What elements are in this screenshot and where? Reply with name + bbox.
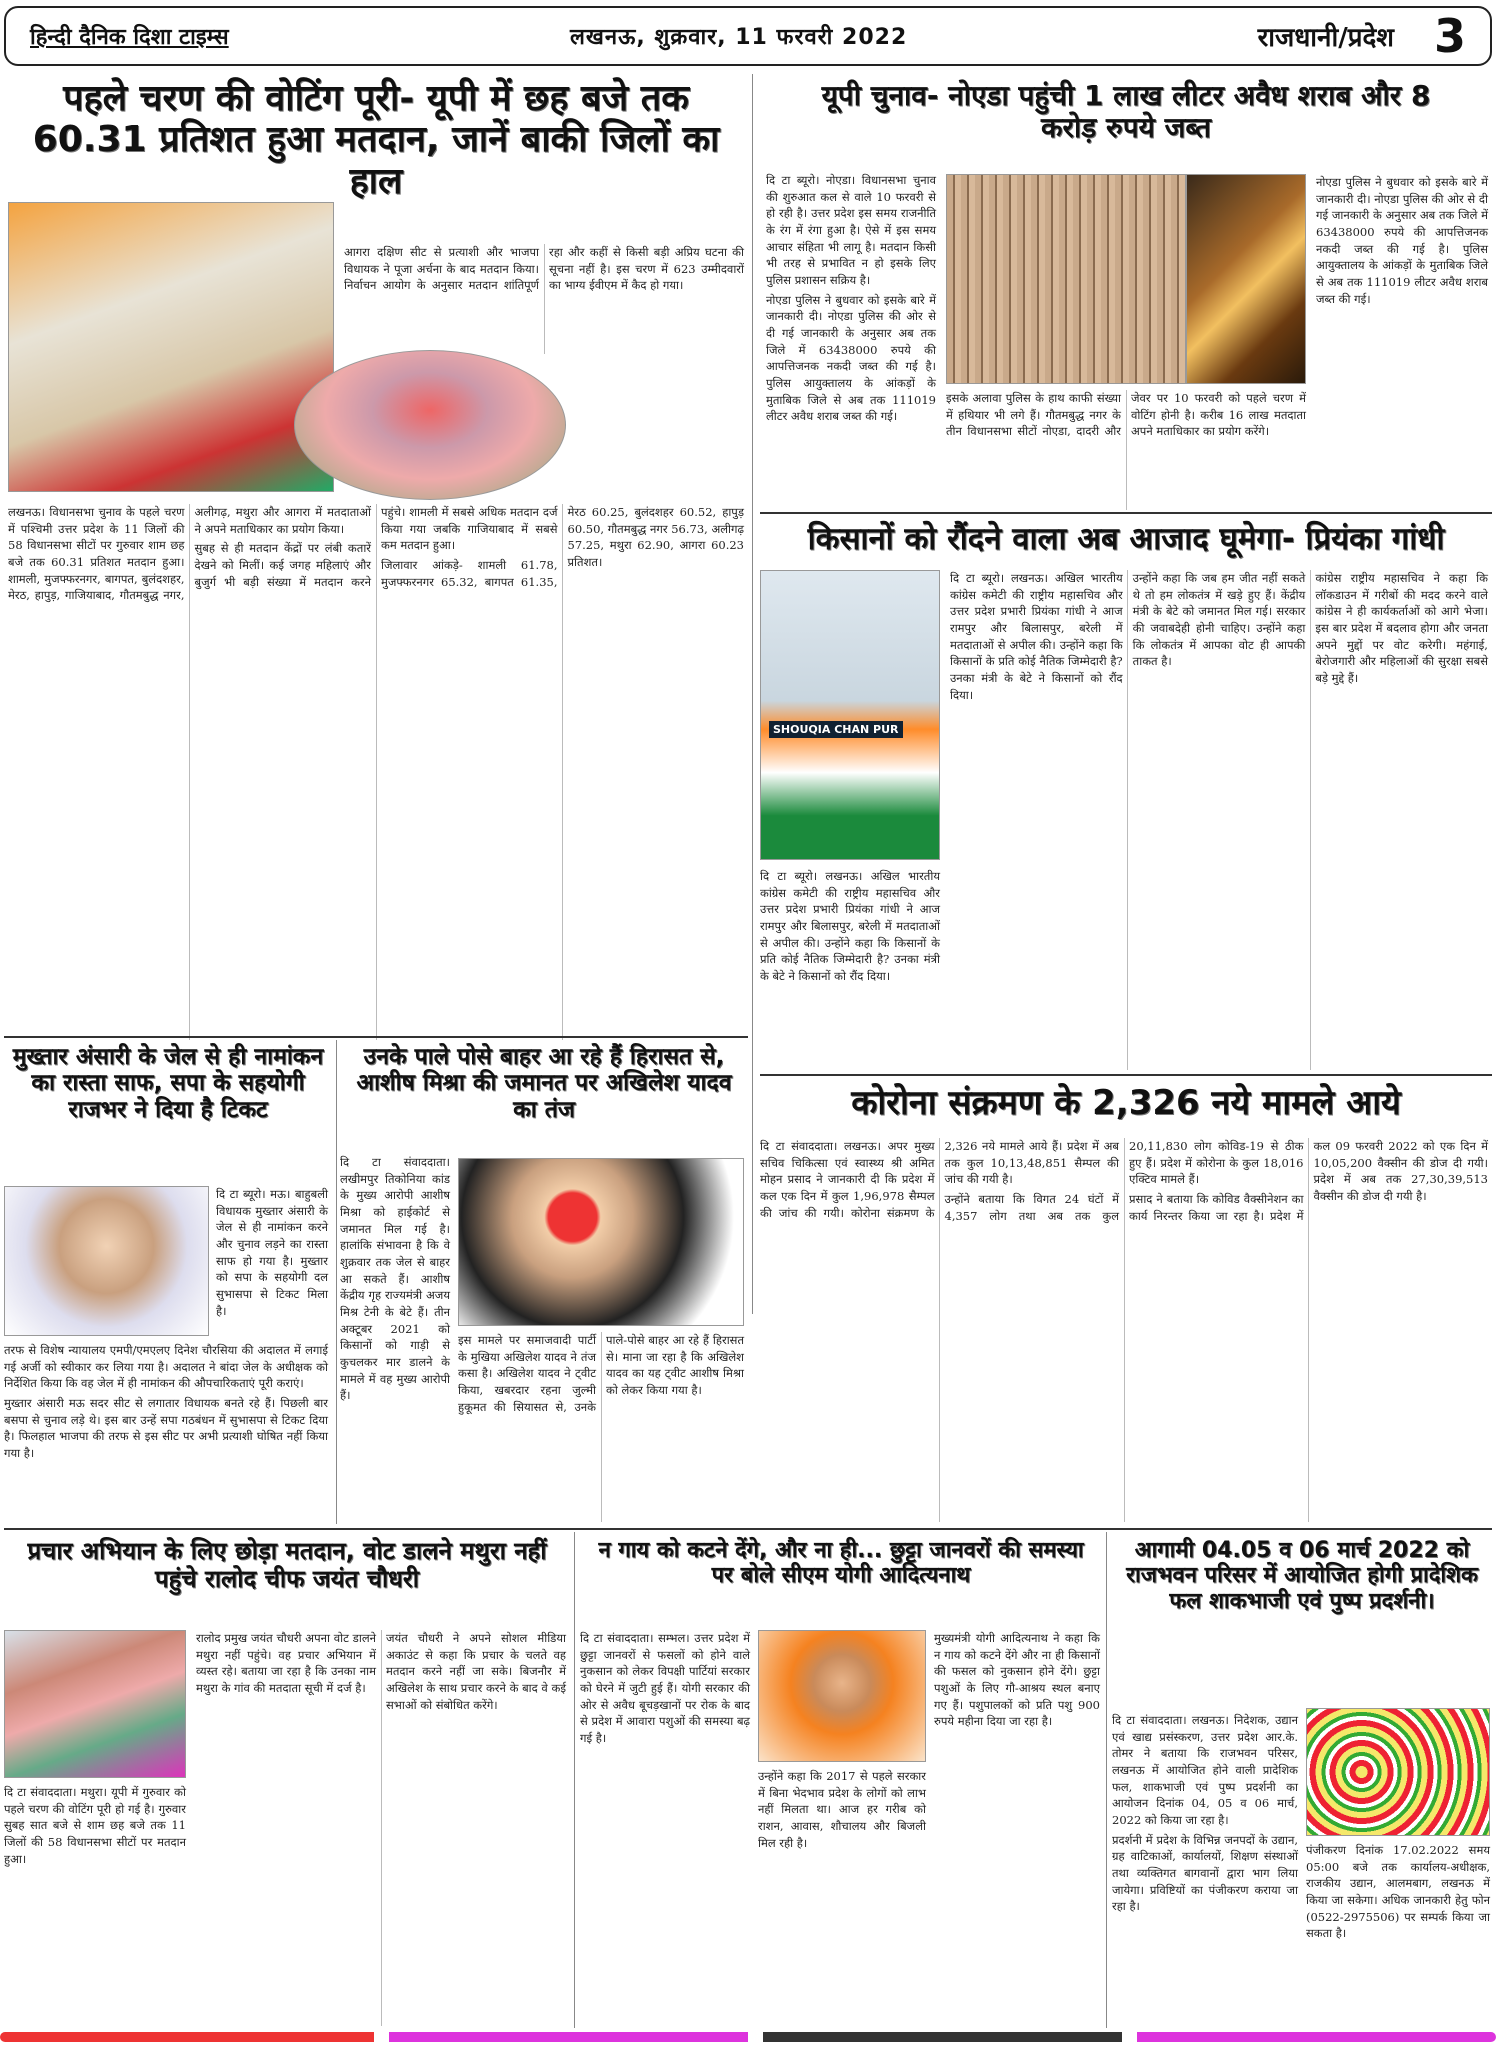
paragraph: जयंत चौधरी ने अपने सोशल मीडिया अकाउंट से कहा कि प्रचार के चलते वह मतदान करने नहीं जा सके। बिजनौर में अखिलेश के साथ प्रचार करने के बाद वे कई सभाओं को संबोधित करेंगे। (386, 1631, 566, 1712)
section-divider (760, 512, 1492, 514)
headline: प्रचार अभियान के लिए छोड़ा मतदान, वोट डालने मथुरा नहीं पहुंचे रालोद चीफ जयंत चौधरी (27, 1537, 547, 1593)
section-divider (760, 1074, 1492, 1076)
headline: पहले चरण की वोटिंग पूरी- यूपी में छह बजे तक 60.31 प्रतिशत हुआ मतदान, जानें बाकी जिलों का हाल (32, 78, 720, 202)
article-body (950, 570, 1488, 1070)
masthead (4, 6, 1492, 66)
article-body (216, 1186, 328, 1336)
priyanka-gandhi-photo-icon (760, 570, 940, 860)
article-body (1306, 1842, 1490, 2026)
article-body (946, 390, 1306, 510)
article-body (760, 1138, 1488, 1522)
paragraph: दि टा संवाददाता। मथुरा। यूपी में गुरुवार को पहले चरण की वोटिंग पूरी हो गई है। गुरुवार सुबह सात बजे से शाम छह बजे तक 11 जिलों की 58 विधानसभा सीटों पर मतदान हुआ। (4, 1785, 186, 1866)
issue-date: लखनऊ, शुक्रवार, 11 फरवरी 2022 (570, 25, 908, 50)
page-number: 3 (1433, 9, 1466, 63)
column-divider (574, 1532, 575, 2028)
article-body (340, 1154, 450, 1524)
paragraph: नोएडा पुलिस ने बुधवार को इसके बारे में जानकारी दी। नोएडा पुलिस की ओर से दी गई जानकारी के अनुसार अब तक जिले में 63438000 रुपये की आपत्तिजनक नकदी जब्त की गई है। पुलिस आयुक्तालय के आंकड़ों के मुताबिक जिले से अब तक 111019 लीटर अवैध शराब जब्त की गई। (766, 292, 936, 424)
article-priyanka (760, 518, 1492, 1074)
column-divider (752, 74, 753, 1314)
column-divider (1106, 1532, 1107, 2028)
paragraph: दि टा ब्यूरो। नोएडा। विधानसभा चुनाव की शुरुआत कल से वाले 10 फरवरी से हो रही है। उत्तर प्रदेश इस समय राजनीति के रंग में रंगा हुआ है। ऐसे में इस समय आचार संहिता भी लागू है। मतदान किसी भी तरह से प्रभावित न हो इसके लिए पुलिस प्रशासन सक्रिय है। (766, 173, 936, 288)
headline: न गाय को कटने देंगे, और ना ही... छुट्टा जानवरों की समस्या पर बोले सीएम योगी आदित्यनाथ (598, 1538, 1084, 1589)
liquor-photo-icon (1186, 174, 1306, 384)
paragraph: मुख्यमंत्री योगी आदित्यनाथ ने कहा कि न गाय को कटने देंगे और ना ही किसानों की फसल को नुकसान होने देंगे। छुट्टा पशुओं के लिए गौ-आश्रय स्थल बनाए गए हैं। पशुपालकों को प्रति पशु 900 रुपये महीना दिया जा रहा है। (934, 1631, 1100, 1729)
paragraph: तरफ से विशेष न्यायालय एमपी/एमएलए दिनेश चौरसिया की अदालत में लगाई गई अर्जी को स्वीकार कर लिया गया है। अदालत ने बांदा जेल के अधीक्षक को निर्देशित किया कि वह जेल में ही नामांकन की औपचारिकताएं पूरी कराएं। (4, 1343, 328, 1391)
article-body (196, 1630, 566, 2026)
section-divider (4, 1036, 748, 1038)
paragraph: नोएडा पुलिस ने बुधवार को इसके बारे में जानकारी दी। नोएडा पुलिस की ओर से दी गई जानकारी के अनुसार अब तक जिले में 63438000 रुपये की आपत्तिजनक नकदी जब्त की गई है। पुलिस आयुक्तालय के आंकड़ों के मुताबिक जिले से अब तक 111019 लीटर अवैध शराब जब्त की गई। (1316, 175, 1488, 306)
rally-photo-icon (8, 202, 334, 492)
crowd-photo-icon (294, 350, 566, 500)
headline: उनके पाले पोसे बाहर आ रहे हैं हिरासत से, आशीष मिश्रा की जमानत पर अखिलेश यादव का तंज (356, 1044, 732, 1123)
article-body (766, 172, 936, 512)
cash-photo-icon (946, 174, 1186, 384)
article-body (4, 1784, 186, 2026)
paragraph: दि टा संवाददाता। लखनऊ। निदेशक, उद्यान एवं खाद्य प्रसंस्करण, उत्तर प्रदेश आर.के. तोमर ने बताया कि राजभवन परिसर, लखनऊ में आयोजित होने वाली प्रादेशिक फल, शाकभाजी एवं पुष्प प्रदर्शनी का आयोजन दिनांक 04, 05 व 06 मार्च, 2022 को किया जा रहा है। (1112, 1713, 1298, 1828)
paragraph: इस मामले पर समाजवादी पार्टी के मुखिया अखिलेश यादव ने तंज कसा है। अखिलेश यादव ने ट्वीट किया, खबरदार रहना जुल्मी हुकूमत की सियासत से, उनके पाले-पोसे बाहर आ रहे हैं हिरासत से। माना जा रहा है कि अखिलेश यादव का यह ट्वीट आशीष मिश्रा को लेकर किया गया है। (458, 1333, 744, 1414)
paragraph: रालोद प्रमुख जयंत चौधरी अपना वोट डालने मथुरा नहीं पहुंचे। वह प्रचार अभियान में व्यस्त रहे। बताया जा रहा है कि उनका नाम मथुरा के गांव की मतदाता सूची में दर्ज है। (196, 1631, 376, 1696)
article-voting (4, 74, 748, 1040)
paragraph: उन्होंने कहा कि जब हम जीत नहीं सकते थे तो हम लोकतंत्र में खड़े हुए हैं। केंद्रीय मंत्री के बेटे को जमानत मिल गई। सरकार की जवाबदेही होनी चाहिए। उन्होंने कहा कि लोकतंत्र में आपका वोट ही आपकी ताकत है। (1132, 571, 1306, 669)
article-body (8, 504, 744, 1040)
photo-banner: SHOUQIA CHAN PUR (769, 721, 903, 738)
paragraph: जिलावार आंकड़े- शामली 61.78, मुजफ्फरनगर 65.32, बागपत 61.35, मेरठ 60.25, बुलंदशहर 60.52, हापुड़ 60.50, गौतमबुद्ध नगर 56.73, अलीगढ़ 57.25, मथुरा 62.90, आगरा 60.23 प्रतिशत। (381, 505, 744, 589)
paragraph: लखनऊ। विधानसभा चुनाव के पहले चरण में पश्चिमी उत्तर प्रदेश के 11 जिलों की 58 विधानसभा सीटों पर गुरुवार शाम छह बजे तक 60.31 प्रतिशत मतदान हुआ। शामली, मुजफ्फरनगर, बागपत, बुलंदशहर, मेरठ, हापुड़, गाजियाबाद, गौतमबुद्ध नगर, अलीगढ़, मथुरा और आगरा में मतदाताओं ने अपने मताधिकार का प्रयोग किया। (8, 505, 371, 603)
flower-exhibition-photo-icon (1306, 1708, 1490, 1836)
paragraph: मुख्तार अंसारी मऊ सदर सीट से लगातार विधायक बनते रहे हैं। पिछली बार बसपा से चुनाव लड़े थे। इस बार उन्हें सपा गठबंधन में सुभासपा से टिकट दिया है। फिलहाल भाजपा की तरफ से इस सीट पर अभी प्रत्याशी घोषित नहीं किया गया है। (4, 1396, 328, 1461)
article-body (1316, 174, 1488, 510)
jayant-chaudhary-photo-icon (4, 1630, 186, 1778)
article-body (760, 868, 940, 1068)
paragraph: दि टा संवाददाता। लखनऊ। अपर मुख्य सचिव चिकित्सा एवं स्वास्थ्य श्री अमित मोहन प्रसाद ने जानकारी दी कि प्रदेश में कल एक दिन में कुल 1,96,978 सैम्पल की जांच की गयी। कोरोना संक्रमण के 2,326 नये मामले आये हैं। प्रदेश में अब तक कुल 10,13,48,851 सैम्पल की जांच की गयी है। (760, 1139, 1119, 1220)
article-noida (760, 74, 1492, 514)
paragraph: उन्होंने बताया कि विगत 24 घंटों में 4,357 लोग तथा अब तक कुल 20,11,830 लोग कोविड-19 से ठीक हुए हैं। प्रदेश में कोरोना के कुल 18,016 एक्टिव मामले हैं। (944, 1139, 1304, 1223)
article-jayant (4, 1532, 570, 2028)
article-corona (760, 1078, 1492, 1524)
article-body (758, 1768, 926, 2026)
paragraph: दि टा ब्यूरो। लखनऊ। अखिल भारतीय कांग्रेस कमेटी की राष्ट्रीय महासचिव और उत्तर प्रदेश प्रभारी प्रियंका गांधी ने आज रामपुर और बिलासपुर, बरेली में मतदाताओं से अपील की। उन्होंने कहा कि किसानों के प्रति कोई नैतिक जिम्मेदारी है? उनका मंत्री के बेटे ने किसानों को रौंद दिया। (950, 571, 1123, 702)
mukhtar-ansari-photo-icon (4, 1186, 209, 1336)
footer-decoration (0, 2032, 1496, 2042)
paragraph: प्रदर्शनी में प्रदेश के विभिन्न जनपदों के उद्यान, ग्रह वाटिकाओं, कार्यालयों, शिक्षण संस्थाओं तथा व्यक्तिगत बागवानों द्वारा भाग लिया जायेगा। प्रविष्टियों का पंजीकरण कराया जा रहा है। (1112, 1832, 1298, 1914)
paragraph: पंजीकरण दिनांक 17.02.2022 समय 05:00 बजे तक कार्यालय-अधीक्षक, राजकीय उद्यान, आलमबाग, लखनऊ में किया जा सकेगा। अधिक जानकारी हेतु फोन (0522-2975506) पर सम्पर्क किया जा सकता है। (1306, 1843, 1490, 1941)
headline: आगामी 04.05 व 06 मार्च 2022 को राजभवन परिसर में आयोजित होगी प्रादेशिक फल शाकभाजी एवं पुष्प प्रदर्शनी। (1126, 1538, 1478, 1614)
headline: कोरोना संक्रमण के 2,326 नये मामले आये (851, 1083, 1401, 1123)
paragraph: दि टा संवाददाता। लखीमपुर तिकोनिया कांड के मुख्य आरोपी आशीष मिश्रा को हाईकोर्ट से जमानत मिल गई है। हालांकि संभावना है कि वे शुक्रवार तक जेल से बाहर आ सकते हैं। आशीष केंद्रीय गृह राज्यमंत्री अजय मिश्र टेनी के बेटे हैं। तीन अक्टूबर 2021 को किसानों को गाड़ी से कुचलकर मार डालने के मामले में वह मुख्य आरोपी हैं। (340, 1155, 450, 1403)
paragraph: उन्होंने कहा कि 2017 से पहले सरकार में बिना भेदभाव प्रदेश के लोगों को लाभ नहीं मिलता था। आज हर गरीब को राशन, आवास, शौचालय और बिजली मिल रही है। (758, 1769, 926, 1850)
paragraph: दि टा ब्यूरो। मऊ। बाहुबली विधायक मुख्तार अंसारी के जेल से ही नामांकन करने और चुनाव लड़ने का रास्ता साफ हो गया है। मुख्तार को सपा के सहयोगी दल सुभासपा से टिकट मिला है। (216, 1187, 328, 1318)
yogi-adityanath-photo-icon (758, 1630, 926, 1762)
akhilesh-yadav-photo-icon (458, 1158, 744, 1326)
article-yogi (580, 1532, 1102, 2028)
article-body (1112, 1712, 1298, 2026)
article-flower (1112, 1532, 1492, 2028)
paragraph: दि टा ब्यूरो। लखनऊ। अखिल भारतीय कांग्रेस कमेटी की राष्ट्रीय महासचिव और उत्तर प्रदेश प्रभारी प्रियंका गांधी ने आज रामपुर और बिलासपुर, बरेली में मतदाताओं से अपील की। उन्होंने कहा कि किसानों के प्रति कोई नैतिक जिम्मेदारी है? उनका मंत्री के बेटे ने किसानों को रौंद दिया। (760, 869, 940, 984)
headline: यूपी चुनाव- नोएडा पहुंची 1 लाख लीटर अवैध शराब और 8 करोड़ रुपये जब्त (821, 79, 1431, 145)
paragraph: दि टा संवाददाता। सम्भल। उत्तर प्रदेश में छुट्टा जानवरों से फसलों को होने वाले नुकसान को लेकर विपक्षी पार्टियां सरकार को घेरने में जुटी हुई हैं। योगी सरकार की ओर से अवैध बूचड़खानों पर रोक के बाद से प्रदेश में आवारा पशुओं की समस्या बढ़ गई है। (580, 1631, 750, 1746)
headline: मुख्तार अंसारी के जेल से ही नामांकन का रास्ता साफ, सपा के सहयोगी राजभर ने दिया है टिकट (12, 1044, 324, 1123)
headline: किसानों को रौंदने वाला अब आजाद घूमेगा- प्रियंका गांधी (807, 521, 1445, 557)
paragraph: कांग्रेस राष्ट्रीय महासचिव ने कहा कि लॉकडाउन में गरीबों की मदद करने वाले कांग्रेस ने ही कार्यकर्ताओं को आगे भेजा। इस बार प्रदेश में बदलाव होगा और जनता अपने मुद्दों पर वोट करेगी। महंगाई, बेरोजगारी और महिलाओं की सुरक्षा सबसे बड़े मुद्दे हैं। (1315, 571, 1488, 686)
article-akhilesh (340, 1040, 748, 1524)
article-body (344, 244, 744, 354)
section-divider (4, 1528, 1492, 1530)
article-body (4, 1342, 328, 1522)
paragraph: इसके अलावा पुलिस के हाथ काफी संख्या में हथियार भी लगे हैं। गौतमबुद्ध नगर के तीन विधानसभा सीटों नोएडा, दादरी और जेवर पर 10 फरवरी को पहले चरण में वोटिंग होनी है। करीब 16 लाख मतदाता अपने मताधिकार का प्रयोग करेंगे। (946, 391, 1306, 439)
section-title: राजधानी/प्रदेश (1257, 23, 1394, 53)
article-body (458, 1332, 744, 1522)
column-divider (336, 1040, 337, 1524)
article-body (580, 1630, 750, 2026)
paragraph: प्रसाद ने बताया कि कोविड वैक्सीनेशन का कार्य निरन्तर किया जा रहा है। प्रदेश में कल 09 फरवरी 2022 को एक दिन में 10,05,200 वैक्सीन की डोज दी गयी। प्रदेश में अब तक 27,30,39,513 वैक्सीन की डोज दी गयी है। (1129, 1139, 1488, 1223)
paper-name: हिन्दी दैनिक दिशा टाइम्स (30, 25, 229, 50)
paragraph: सुबह से ही मतदान केंद्रों पर लंबी कतारें देखने को मिलीं। कई जगह महिलाएं और बुजुर्ग भी बड़ी संख्या में मतदान करने पहुंचे। शामली में सबसे अधिक मतदान दर्ज किया गया जबकि गाजियाबाद में सबसे कम मतदान हुआ। (194, 505, 558, 589)
article-body (934, 1630, 1100, 2026)
paragraph: आगरा दक्षिण सीट से प्रत्याशी और भाजपा विधायक ने पूजा अर्चना के बाद मतदान किया। निर्वाचन आयोग के अनुसार मतदान शांतिपूर्ण रहा और कहीं से किसी बड़ी अप्रिय घटना की सूचना नहीं है। इस चरण में 623 उम्मीदवारों का भाग्य ईवीएम में कैद हो गया। (344, 245, 744, 293)
article-mukhtar (4, 1040, 332, 1524)
